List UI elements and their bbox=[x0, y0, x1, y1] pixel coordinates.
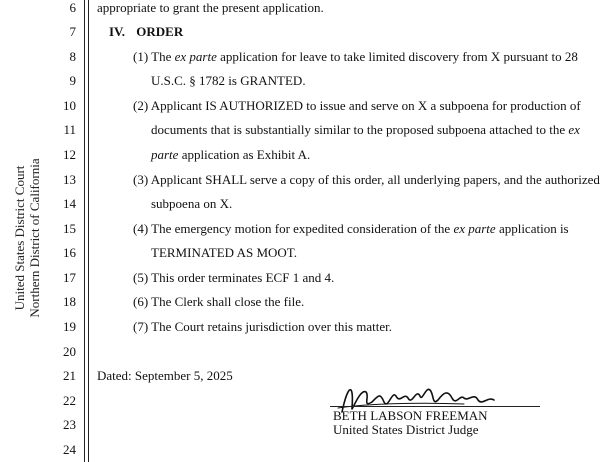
signature-line bbox=[330, 406, 540, 407]
order-item-5 bbox=[133, 270, 334, 286]
item-2-text-e: application as Exhibit A. bbox=[178, 147, 311, 162]
item-2-italic-parte: parte bbox=[151, 147, 179, 162]
order-item-4-line-2 bbox=[151, 245, 297, 261]
item-2-text-b: documents that is substantially similar to the proposed subpoena attached to the bbox=[151, 122, 569, 137]
line-number: 9 bbox=[69, 73, 76, 88]
left-margin-rule-2 bbox=[88, 0, 89, 462]
order-item-3-line-1 bbox=[133, 172, 600, 188]
item-4-text-d: TERMINATED AS MOOT. bbox=[151, 245, 298, 260]
court-name: United States District Court bbox=[12, 165, 27, 311]
order-item-1-line-1 bbox=[133, 49, 578, 65]
section-title: ORDER bbox=[136, 24, 184, 39]
line-number: 15 bbox=[63, 221, 76, 236]
item-3-text-a: (3) Applicant SHALL serve a copy of this order, all underlying papers, and the authorized bbox=[133, 172, 600, 187]
line-number: 10 bbox=[63, 98, 76, 113]
body-line bbox=[97, 0, 324, 16]
line-number: 21 bbox=[63, 368, 76, 383]
section-number: IV. bbox=[109, 24, 126, 39]
judge-title bbox=[333, 422, 479, 438]
item-4-text-a: (4) The emergency motion for expedited consideration of the bbox=[133, 221, 454, 236]
order-item-2-line-2 bbox=[151, 122, 580, 138]
item-1-text-a: (1) The bbox=[133, 49, 175, 64]
order-item-6 bbox=[133, 294, 304, 310]
line-number: 24 bbox=[63, 442, 76, 457]
dated-text: Dated: September 5, 2025 bbox=[97, 368, 233, 383]
line-number: 7 bbox=[69, 24, 76, 39]
district-name: Northern District of California bbox=[27, 158, 42, 318]
line-number: 6 bbox=[69, 0, 76, 15]
item-2-italic-ex: ex bbox=[568, 122, 580, 137]
dated-line bbox=[97, 368, 233, 384]
line-number: 17 bbox=[63, 270, 76, 285]
item-2-text-a: (2) Applicant IS AUTHORIZED to issue and serve on X a subpoena for production of bbox=[133, 98, 581, 113]
line-number: 16 bbox=[63, 245, 76, 260]
line-number: 13 bbox=[63, 172, 76, 187]
judge-name-text: BETH LABSON FREEMAN bbox=[333, 408, 488, 423]
line-number: 14 bbox=[63, 196, 76, 211]
line-number: 11 bbox=[63, 122, 76, 137]
item-4-italic: ex parte bbox=[453, 221, 496, 236]
line-number: 20 bbox=[63, 344, 76, 359]
order-item-2-line-3 bbox=[151, 147, 310, 163]
item-1-text-d: U.S.C. § 1782 is GRANTED. bbox=[151, 73, 306, 88]
item-1-text-c: application for leave to take limited discovery from X pursuant to 28 bbox=[216, 49, 578, 64]
line-number: 19 bbox=[63, 319, 76, 334]
line-number: 22 bbox=[63, 393, 76, 408]
order-item-4-line-1 bbox=[133, 221, 569, 237]
line-number: 8 bbox=[69, 49, 76, 64]
order-item-7 bbox=[133, 319, 392, 335]
item-1-italic: ex parte bbox=[174, 49, 217, 64]
order-item-2-line-1 bbox=[133, 98, 581, 114]
item-4-text-c: application is bbox=[495, 221, 569, 236]
item-7-text: (7) The Court retains jurisdiction over this matter. bbox=[133, 319, 392, 334]
judge-title-text: United States District Judge bbox=[333, 422, 479, 437]
line-number: 23 bbox=[63, 417, 76, 432]
court-seal-text bbox=[12, 158, 42, 317]
left-margin-rule-1 bbox=[84, 0, 85, 462]
item-6-text: (6) The Clerk shall close the file. bbox=[133, 294, 305, 309]
item-5-text: (5) This order terminates ECF 1 and 4. bbox=[133, 270, 335, 285]
section-heading bbox=[109, 24, 183, 40]
order-item-1-line-2 bbox=[151, 73, 306, 89]
preamble-text: appropriate to grant the present application. bbox=[97, 0, 324, 15]
line-number: 18 bbox=[63, 294, 76, 309]
line-number: 12 bbox=[63, 147, 76, 162]
item-3-text-b: subpoena on X. bbox=[151, 196, 233, 211]
order-item-3-line-2 bbox=[151, 196, 232, 212]
